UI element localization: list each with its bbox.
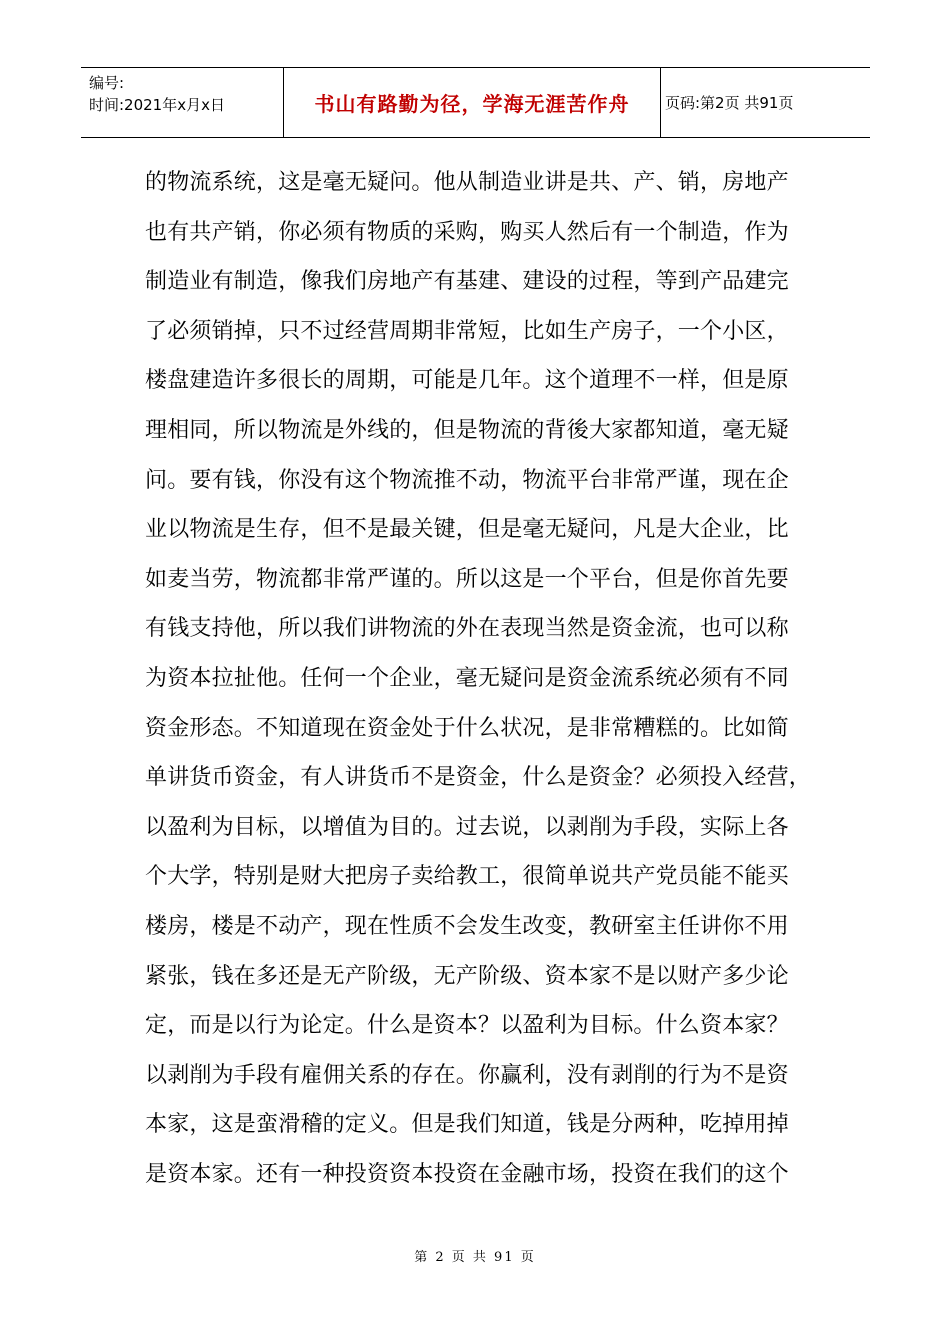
body-text-line: 问。要有钱，你没有这个物流推不动，物流平台非常严谨，现在企 [145, 467, 789, 493]
body-text-line: 制造业有制造，像我们房地产有基建、建设的过程，等到产品建完 [145, 269, 789, 295]
body-text-line: 单讲货币资金，有人讲货币不是资金，什么是资金？必须投入经营， [145, 765, 812, 791]
body-text-line: 有钱支持他，所以我们讲物流的外在表现当然是资金流，也可以称 [145, 616, 789, 642]
body-text-line: 业以物流是生存，但不是最关键，但是毫无疑问，凡是大企业，比 [145, 517, 789, 543]
header-motto-cell [284, 68, 661, 137]
body-text-line: 紧张，钱在多还是无产阶级，无产阶级、资本家不是以财产多少论 [145, 963, 789, 989]
header-meta-cell [81, 68, 284, 137]
body-text-line: 定，而是以行为论定。什么是资本？以盈利为目标。什么资本家？ [145, 1013, 789, 1039]
header-page-cell [661, 68, 874, 137]
body-text-line: 为资本拉扯他。任何一个企业，毫无疑问是资金流系统必须有不同 [145, 665, 789, 691]
body-text-line: 以盈利为目标，以增值为目的。过去说，以剥削为手段，实际上各 [145, 814, 789, 840]
body-text [145, 158, 825, 1199]
page-footer: 第 2 页 共 91 页 [414, 1250, 536, 1265]
body-text-line: 的物流系统，这是毫无疑问。他从制造业讲是共、产、销，房地产 [145, 170, 789, 195]
body-text-line: 了必须销掉，只不过经营周期非常短，比如生产房子，一个小区， [145, 318, 789, 344]
body-text-line: 楼房，楼是不动产，现在性质不会发生改变，教研室主任讲你不用 [145, 913, 789, 939]
body-text-line: 楼盘建造许多很长的周期，可能是几年。这个道理不一样，但是原 [145, 368, 789, 394]
body-text-line: 如麦当劳，物流都非常严谨的。所以这是一个平台，但是你首先要 [145, 566, 789, 592]
document-time-label: 时间:2021年x月x日 [89, 96, 225, 114]
page-header [81, 67, 870, 138]
body-text-line: 是资本家。还有一种投资资本投资在金融市场，投资在我们的这个 [145, 1161, 789, 1187]
header-motto: 书山有路勤为径，学海无涯苦作舟 [314, 92, 630, 116]
document-number-label: 编号: [89, 74, 125, 92]
header-page-info: 页码:第2页 共91页 [665, 94, 794, 112]
body-text-line: 个大学，特别是财大把房子卖给教工，很简单说共产党员能不能买 [145, 864, 789, 890]
body-text-line: 理相同，所以物流是外线的，但是物流的背後大家都知道，毫无疑 [145, 417, 789, 443]
body-text-line: 也有共产销，你必须有物质的采购，购买人然后有一个制造，作为 [145, 219, 789, 245]
body-text-line: 资金形态。不知道现在资金处于什么状况，是非常糟糕的。比如简 [145, 715, 789, 741]
body-text-line: 本家，这是蛮滑稽的定义。但是我们知道，钱是分两种，吃掉用掉 [145, 1112, 789, 1138]
body-text-line: 以剥削为手段有雇佣关系的存在。你赢利，没有剥削的行为不是资 [145, 1062, 789, 1088]
